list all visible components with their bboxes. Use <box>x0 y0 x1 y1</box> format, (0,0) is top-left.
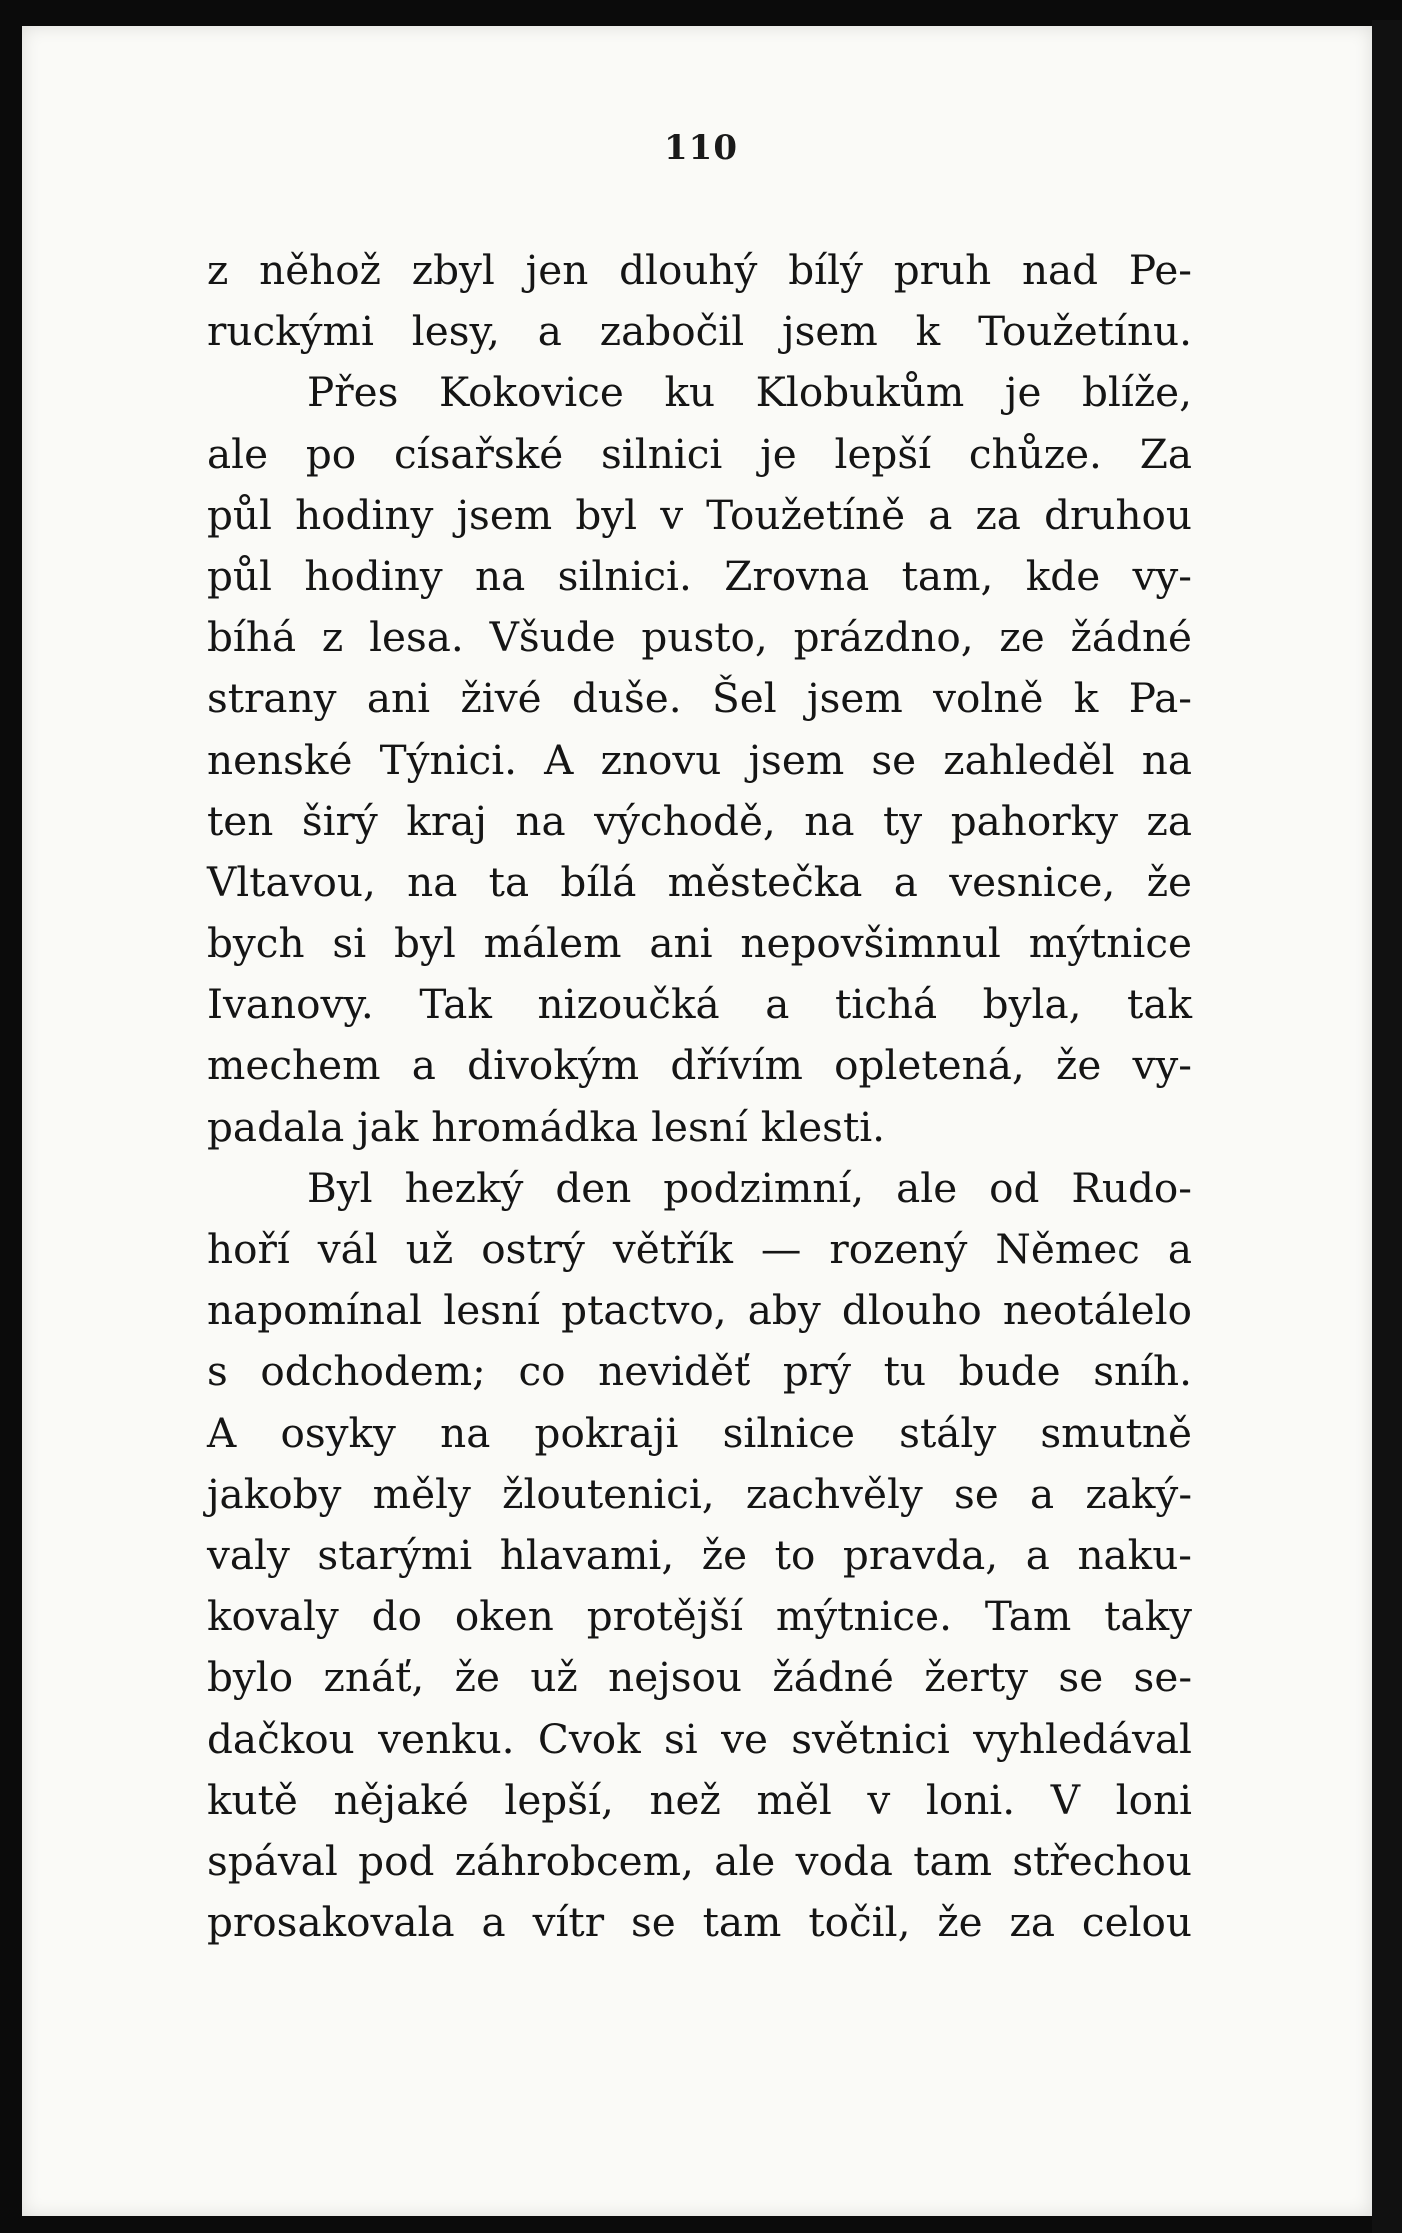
text-line: A osyky na pokraji silnice stály smutně <box>207 1408 1192 1457</box>
text-line: hoří vál už ostrý větřík — rozený Němec a <box>207 1225 1192 1273</box>
text-line: bíhá z lesa. Všude pusto, prázdno, ze žádné <box>207 613 1192 662</box>
text-line: jakoby měly žloutenici, zachvěly se a zaký- <box>207 1469 1192 1518</box>
text-line: půl hodiny jsem byl v Toužetíně a za druhou <box>207 490 1192 539</box>
text-line: spával pod záhrobcem, ale voda tam střechou <box>207 1836 1192 1885</box>
text-line: ale po císařské silnici je lepší chůze. Za <box>207 429 1192 478</box>
scan-edge <box>1372 20 1402 2233</box>
body-text <box>207 240 1192 1953</box>
text-line: valy starými hlavami, že to pravda, a naku- <box>207 1530 1192 1579</box>
text-line: strany ani živé duše. Šel jsem volně k Pa- <box>207 674 1192 723</box>
text-line: z něhož zbyl jen dlouhý bílý pruh nad Pe- <box>207 246 1192 294</box>
text-line: Přes Kokovice ku Klobukům je blíže, <box>307 368 1192 417</box>
text-line: Ivanovy. Tak nizoučká a tichá byla, tak <box>207 980 1192 1029</box>
text-line: nenské Týnici. A znovu jsem se zahleděl na <box>207 735 1192 784</box>
text-line: prosakovala a vítr se tam točil, že za celou <box>207 1898 1192 1947</box>
page-number: 110 <box>664 128 738 168</box>
text-line: dačkou venku. Cvok si ve světnici vyhledával <box>207 1714 1192 1763</box>
text-line: Byl hezký den podzimní, ale od Rudo- <box>307 1163 1192 1212</box>
text-line: napomínal lesní ptactvo, aby dlouho neotálelo <box>207 1286 1192 1335</box>
text-line: půl hodiny na silnici. Zrovna tam, kde vy- <box>207 551 1192 600</box>
text-line: s odchodem; co neviděť prý tu bude sníh. <box>207 1347 1192 1396</box>
text-line: bych si byl málem ani nepovšimnul mýtnice <box>207 919 1192 968</box>
text-line: kovaly do oken protější mýtnice. Tam taky <box>207 1592 1192 1641</box>
text-line: padala jak hromádka lesní klesti. <box>207 1102 886 1151</box>
text-line: bylo znáť, že už nejsou žádné žerty se se- <box>207 1653 1192 1702</box>
text-line: mechem a divokým dřívím opletená, že vy- <box>207 1041 1192 1090</box>
text-line: ruckými lesy, a zabočil jsem k Toužetínu. <box>207 307 1192 356</box>
text-line: ten širý kraj na východě, na ty pahorky za <box>207 796 1192 845</box>
text-line: kutě nějaké lepší, než měl v loni. V loni <box>207 1775 1192 1824</box>
text-line: Vltavou, na ta bílá městečka a vesnice, že <box>207 857 1192 906</box>
